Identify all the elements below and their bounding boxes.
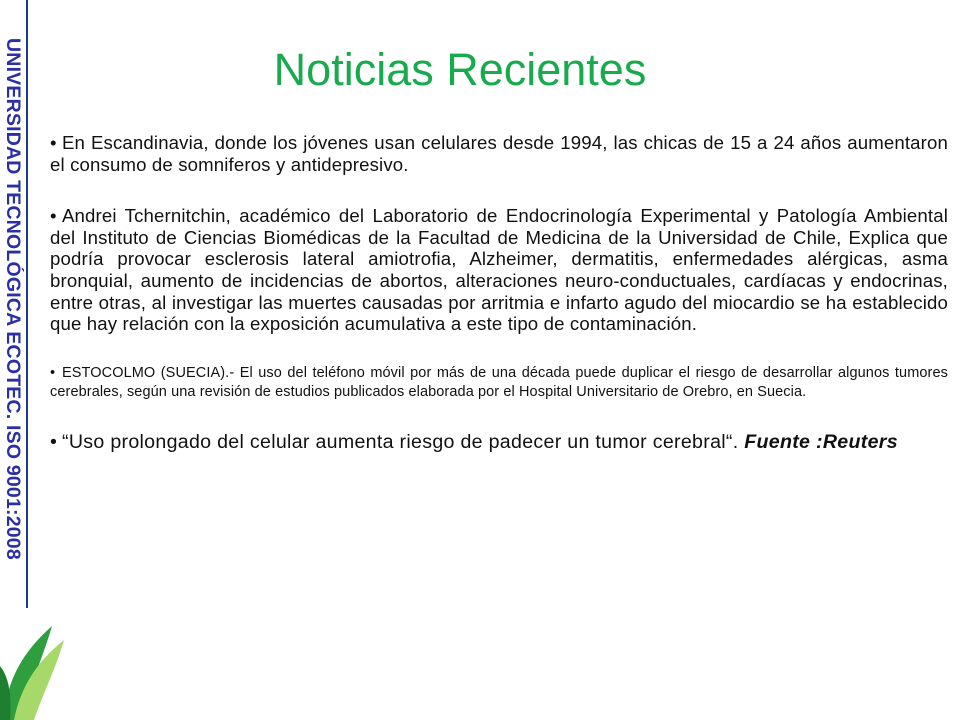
bullet-text: Andrei Tchernitchin, académico del Laboratorio de Endocrinología Experimental y Patología Ambiental del Instituto de Ciencias Biomédicas de la Facultad de Medicina de la Universidad de Chile, Explica que podría provocar esclerosis lateral amiotrofia, Alzheimer, dermatitis, enfermedades alérgicas, asma bronquial, aumento de incidencias de abortos, alteraciones neuro-conductuales, cardíacas y endocrinas, entre otras, al investigar las muertes causadas por arritmia e infarto agudo del miocardio se ha establecido que hay relación con la exposición acumulativa a este tipo de contaminación. <box>50 205 948 335</box>
bullet-item <box>50 364 948 402</box>
sidebar-text-box <box>2 38 24 606</box>
bullet-item <box>50 205 948 335</box>
leaf-logo-icon <box>0 606 70 720</box>
bullet-dot-icon: • <box>50 430 58 453</box>
bullet-item <box>50 132 948 175</box>
bullet-dot-icon: • <box>50 364 56 381</box>
bullet-text: ESTOCOLMO (SUECIA).- El uso del teléfono móvil por más de una década puede duplicar el riesgo de desarrollar algunos tumores cerebrales, según una revisión de estudios publicados elaborada por el Hospital Universitario de Orebro, en Suecia. <box>50 364 948 400</box>
bullet-dot-icon: • <box>50 205 57 227</box>
slide-content <box>50 132 948 453</box>
source-label: Fuente :Reuters <box>744 430 898 453</box>
bullet-text: “Uso prolongado del celular aumenta riesgo de padecer un tumor cerebral“. <box>62 430 739 453</box>
bullet-item <box>50 431 948 453</box>
bullet-dot-icon: • <box>50 132 57 153</box>
bullet-text: En Escandinavia, donde los jóvenes usan celulares desde 1994, las chicas de 15 a 24 años aumentaron el consumo de somniferos y antidepresivo. <box>50 132 948 175</box>
slide-title: Noticias Recientes <box>273 44 647 95</box>
sidebar-vertical-text: UNIVERSIDAD TECNOLÓGICA ECOTEC. ISO 9001:2008 <box>2 38 24 560</box>
